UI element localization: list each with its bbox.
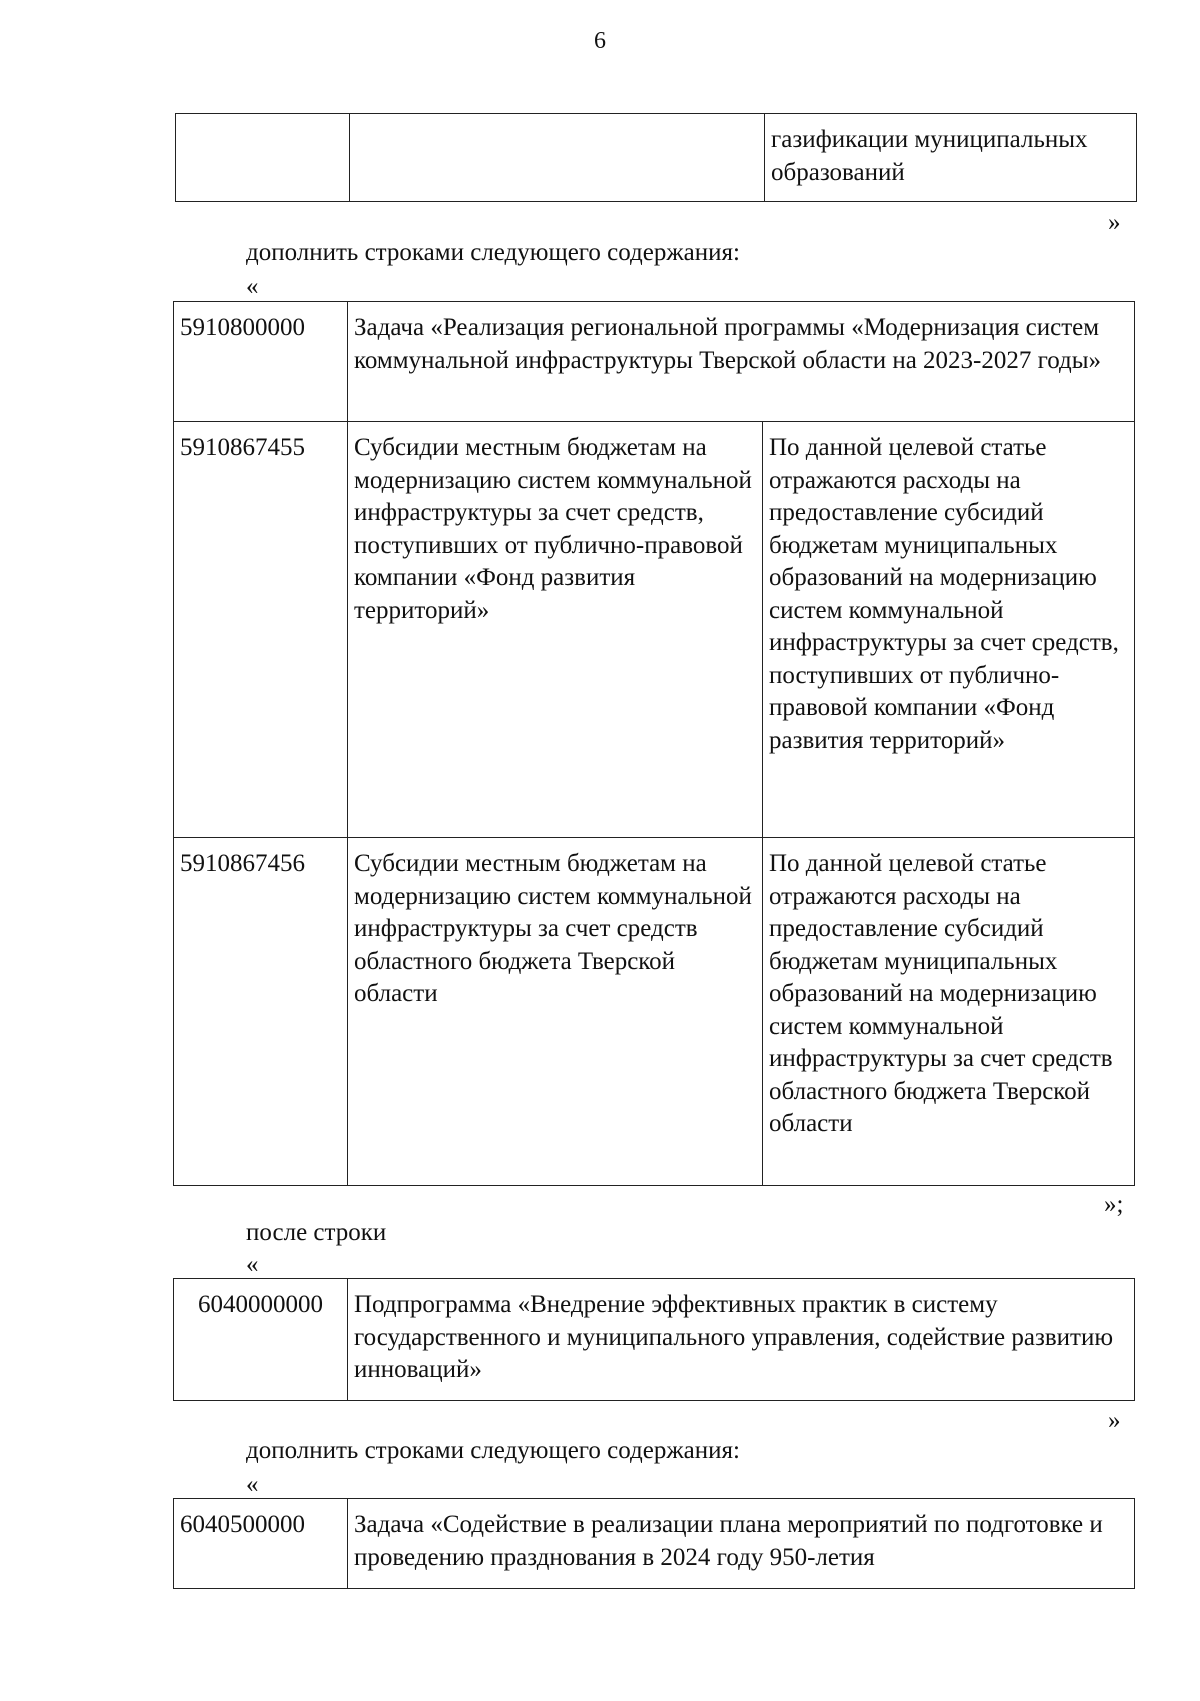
page-number: 6 [594, 28, 606, 54]
open-quote: « [246, 1471, 259, 1498]
task-cell: Задача «Реализация региональной программы «Модернизация систем коммунальной инфраструктуры Тверской области на 2023-2027 годы» [348, 302, 1135, 422]
table-continuation [175, 113, 1137, 202]
close-quote: »; [1104, 1191, 1124, 1218]
open-quote: « [246, 1251, 259, 1278]
table-row [174, 1279, 1135, 1401]
table-inserted-rows [173, 301, 1135, 1186]
description-cell: газификации муниципальных образований [765, 114, 1137, 202]
close-quote: » [1108, 209, 1121, 236]
table-anchor-row [173, 1278, 1135, 1401]
table-row [174, 1499, 1135, 1589]
name-cell [350, 114, 765, 202]
table-row [176, 114, 1137, 202]
code-cell: 6040000000 [174, 1279, 348, 1401]
table-row [174, 838, 1135, 1186]
subprogram-cell: Подпрограмма «Внедрение эффективных практик в систему государственного и муниципального управления, содействие развитию инноваций» [348, 1279, 1135, 1401]
instruction-paragraph: дополнить строками следующего содержания: [246, 1437, 740, 1464]
description-cell: По данной целевой статье отражаются расходы на предоставление субсидий бюджетам муниципальных образований на модернизацию систем коммунальной инфраструктуры за счет средств областного бюджета Тверской области [763, 838, 1135, 1186]
instruction-paragraph: дополнить строками следующего содержания: [246, 239, 740, 266]
task-cell: Задача «Содействие в реализации плана мероприятий по подготовке и проведению празднования в 2024 году 950-летия [348, 1499, 1135, 1589]
code-cell: 5910800000 [174, 302, 348, 422]
name-cell: Субсидии местным бюджетам на модернизацию систем коммунальной инфраструктуры за счет средств областного бюджета Тверской области [348, 838, 763, 1186]
name-cell: Субсидии местным бюджетам на модернизацию систем коммунальной инфраструктуры за счет средств, поступивших от публично-правовой компании «Фонд развития территорий» [348, 422, 763, 838]
code-cell: 5910867456 [174, 838, 348, 1186]
open-quote: « [246, 273, 259, 300]
instruction-paragraph: после строки [246, 1219, 387, 1246]
table-inserted-task [173, 1498, 1135, 1589]
description-cell: По данной целевой статье отражаются расходы на предоставление субсидий бюджетам муниципальных образований на модернизацию систем коммунальной инфраструктуры за счет средств, поступивших от публично-правовой компании «Фонд развития территорий» [763, 422, 1135, 838]
table-row [174, 302, 1135, 422]
table-row [174, 422, 1135, 838]
close-quote: » [1108, 1407, 1121, 1434]
code-cell [176, 114, 350, 202]
code-cell: 5910867455 [174, 422, 348, 838]
code-cell: 6040500000 [174, 1499, 348, 1589]
